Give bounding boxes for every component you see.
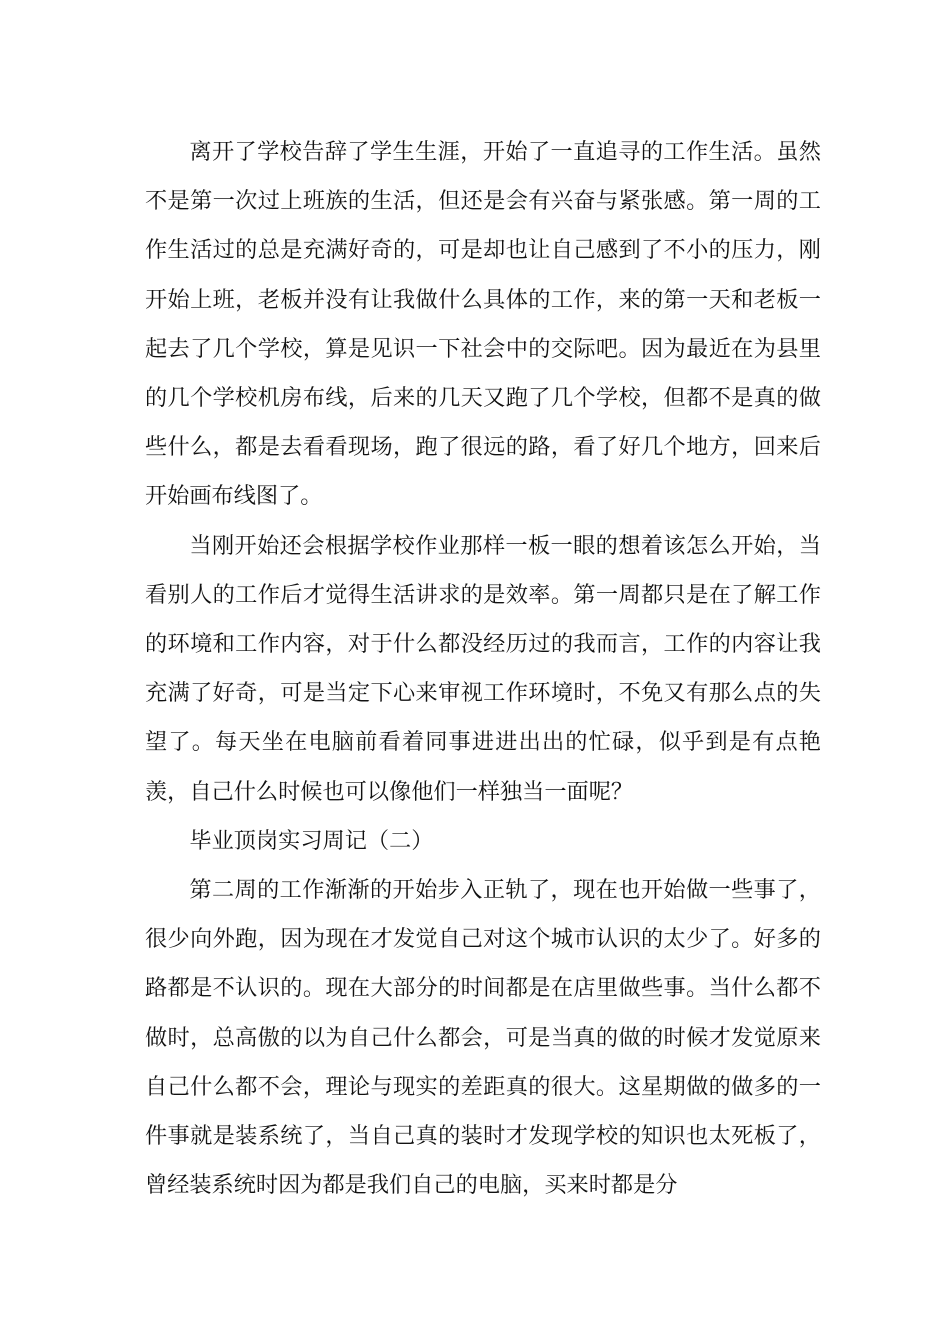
paragraph-week1-intro: 离开了学校告辞了学生生涯，开始了一直追寻的工作生活。虽然不是第一次过上班族的生活，但还是会有兴奋与紧张感。第一周的工作生活过的总是充满好奇的，可是却也让自己感到了不小的压力，刚开始上班，老板并没有让我做什么具体的工作，来的第一天和老板一起去了几个学校，算是见识一下社会中的交际吧。因为最近在为县里的几个学校机房布线，后来的几天又跑了几个学校，但都不是真的做些什么，都是去看看现场，跑了很远的路，看了好几个地方，回来后开始画布线图了。 [145,139,821,510]
section-heading-week2: 毕业顶岗实习周记（二） [189,827,434,854]
paragraph-week2: 第二周的工作渐渐的开始步入正轨了，现在也开始做一些事了，很少向外跑，因为现在才发觉自己对这个城市认识的太少了。好多的路都是不认识的。现在大部分的时间都是在店里做些事。当什么都不做时，总高傲的以为自己什么都会，可是当真的做的时候才发觉原来自己什么都不会，理论与现实的差距真的很大。这星期做的做多的一件事就是装系统了，当自己真的装时才发现学校的知识也太死板了，曾经装系统时因为都是我们自己的电脑，买来时都是分 [145,877,821,1199]
document-body [145,128,821,1210]
paragraph-week1-reflection: 当刚开始还会根据学校作业那样一板一眼的想着该怎么开始，当看别人的工作后才觉得生活讲求的是效率。第一周都只是在了解工作的环境和工作内容，对于什么都没经历过的我而言，工作的内容让我充满了好奇，可是当定下心来审视工作环境时，不免又有那么点的失望了。每天坐在电脑前看着同事进进出出的忙碌，似乎到是有点艳羡，自己什么时候也可以像他们一样独当一面呢？ [145,532,821,805]
